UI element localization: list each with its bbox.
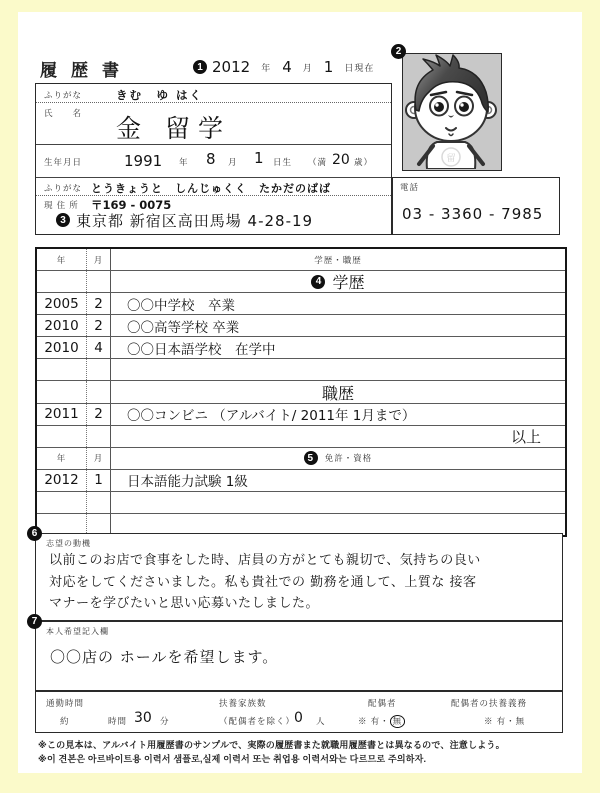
- content-cell: [111, 359, 565, 380]
- month-cell: [87, 381, 111, 402]
- wishes-box: [35, 621, 563, 691]
- cell-text: 学歴: [332, 273, 365, 293]
- dependents-sub-label: （配偶者を除く）: [219, 716, 296, 726]
- month-cell: [87, 359, 111, 380]
- name-label: 氏 名: [44, 108, 83, 118]
- content-cell: [111, 337, 565, 358]
- table-row: [37, 492, 565, 514]
- month-cell: 2: [87, 404, 111, 425]
- month-cell: 1: [87, 470, 111, 491]
- cell-text: 以上: [510, 427, 541, 446]
- address-furigana-row: [36, 177, 391, 196]
- cartoon-portrait: [403, 54, 500, 169]
- month-cell: 2: [87, 293, 111, 314]
- cell-text: 〇〇日本語学校 在学中: [127, 341, 276, 358]
- postal-code-value: 〒169 - 0075: [91, 198, 172, 212]
- commute-label: 通勤時間: [46, 698, 85, 708]
- bottom-info-box: [35, 691, 563, 733]
- table-row: [37, 249, 565, 271]
- year-cell: 2010: [37, 315, 87, 336]
- motivation-text: [49, 550, 552, 615]
- content-cell: [111, 404, 565, 425]
- current-date-label: 日現在: [344, 62, 375, 73]
- address-row: [36, 196, 391, 234]
- wishes-value: 〇〇店の ホールを希望します。: [50, 648, 279, 666]
- date-month-value: 4: [282, 58, 292, 76]
- content-cell: [111, 492, 565, 513]
- table-row: [37, 271, 565, 293]
- table-row: [37, 514, 565, 535]
- svg-text:留: 留: [446, 154, 456, 164]
- content-cell: [111, 271, 565, 292]
- commute-minutes-value: 30: [134, 710, 152, 726]
- step-badge-4: 4: [311, 275, 325, 289]
- dependents-value: 0: [294, 710, 303, 726]
- content-cell: [111, 426, 565, 447]
- name-value: 金 留学: [116, 114, 231, 143]
- age-value: 20: [332, 152, 350, 168]
- step-badge-2: 2: [391, 44, 406, 59]
- date-line: [193, 58, 374, 76]
- date-day-value: 1: [323, 58, 334, 76]
- month-cell: [87, 514, 111, 535]
- year-cell: 2010: [37, 337, 87, 358]
- birth-month-label: 月: [228, 157, 238, 167]
- page-title: 履歴書: [40, 61, 133, 80]
- commute-min-label: 分: [160, 716, 170, 726]
- address-furigana-value: とうきょうと しんじゅくく たかだのばば: [91, 182, 331, 195]
- table-row: [37, 470, 565, 492]
- content-cell: [111, 293, 565, 314]
- step-badge-5: 5: [304, 451, 318, 465]
- commute-approx-label: 約: [60, 716, 70, 726]
- table-row: [37, 448, 565, 470]
- content-cell: [111, 381, 565, 402]
- birth-day-label: 日生: [273, 157, 293, 167]
- motivation-box: [35, 533, 563, 621]
- birth-month-value: 8: [206, 150, 216, 168]
- wishes-label: 本人希望記入欄: [46, 627, 109, 636]
- year-cell: [37, 381, 87, 402]
- furigana-row: [36, 84, 391, 103]
- content-cell: [111, 514, 565, 535]
- cell-text: 〇〇高等学校 卒業: [127, 319, 240, 336]
- motivation-line: 以前このお店で食事をした時、店員の方がとても親切で、気持ちの良い: [49, 553, 481, 568]
- history-table: [35, 247, 567, 537]
- month-cell: 月: [87, 448, 111, 469]
- step-badge-1: 1: [193, 60, 207, 74]
- birthdate-row: [36, 145, 391, 177]
- table-row: [37, 426, 565, 448]
- dependents-suffix-label: 人: [316, 716, 326, 726]
- content-cell: [111, 249, 565, 270]
- cell-text: 〇〇中学校 卒業: [127, 297, 235, 314]
- birth-year-value: 1991: [124, 152, 163, 170]
- step-badge-3: 3: [56, 213, 70, 227]
- birth-year-label: 年: [179, 157, 189, 167]
- age-close-label: 歳）: [354, 157, 374, 167]
- table-row: [37, 337, 565, 359]
- year-cell: 2012: [37, 470, 87, 491]
- address-value: 東京都 新宿区高田馬場 4-28-19: [76, 212, 314, 230]
- phone-box: [392, 177, 560, 235]
- year-cell: [37, 271, 87, 292]
- age-open-label: （満: [308, 157, 328, 167]
- year-cell: [37, 514, 87, 535]
- phone-label: 電話: [400, 182, 420, 192]
- cell-text: 〇〇コンビニ （アルバイト/ 2011年 1月まで）: [127, 408, 416, 425]
- spouse-prefix: ※ 有・: [358, 716, 390, 726]
- motivation-line: 対応をしてくださいました。私も貴社での 勤務を通して、上質な 接客: [49, 574, 477, 590]
- year-cell: [37, 359, 87, 380]
- name-row: [36, 103, 391, 145]
- cell-text: 職歴: [321, 383, 354, 403]
- month-cell: [87, 271, 111, 292]
- commute-hours-label: 時間: [108, 716, 128, 726]
- year-label: 年: [261, 62, 272, 73]
- month-cell: 月: [87, 249, 111, 270]
- birth-day-value: 1: [254, 149, 264, 167]
- table-row: [37, 404, 565, 426]
- phone-value: 03 - 3360 - 7985: [402, 205, 544, 223]
- table-row: [37, 381, 565, 403]
- birthdate-label: 生年月日: [44, 157, 83, 167]
- month-label: 月: [302, 62, 313, 73]
- address-label: 現 住 所: [44, 200, 79, 210]
- month-cell: [87, 426, 111, 447]
- content-cell: [111, 448, 565, 469]
- spouse-label: 配偶者: [368, 698, 397, 708]
- id-photo: [402, 53, 502, 171]
- table-row: [37, 315, 565, 337]
- step-badge-6: 6: [27, 526, 42, 541]
- year-cell: [37, 426, 87, 447]
- motivation-line: マナーを学びたいと思い応募いたしました。: [49, 596, 320, 611]
- footer-note-japanese: ※この見本は、アルバイト用履歴書のサンプルで、実際の履歴書また就職用履歴書とは異なるので、注意しよう。: [38, 740, 505, 750]
- motivation-label: 志望の動機: [46, 539, 91, 548]
- cell-text: 学歴・職歴: [314, 254, 362, 265]
- spouse-circled-answer: 無: [390, 715, 406, 728]
- date-year-value: 2012: [212, 58, 251, 76]
- spouse-support-value: ※ 有・無: [484, 716, 526, 726]
- month-cell: 2: [87, 315, 111, 336]
- content-cell: [111, 470, 565, 491]
- year-cell: 年: [37, 249, 87, 270]
- cell-text: 免許・資格: [324, 453, 373, 464]
- name-furigana-value: きむ ゆ はく: [116, 88, 204, 102]
- step-badge-7: 7: [27, 614, 42, 629]
- year-cell: 2005: [37, 293, 87, 314]
- dependents-label: 扶養家族数: [219, 698, 267, 708]
- address-furigana-label: ふりがな: [44, 183, 83, 193]
- cell-text: 日本語能力試験 1級: [127, 474, 248, 491]
- identity-box: [35, 83, 392, 235]
- year-cell: [37, 492, 87, 513]
- spouse-support-label: 配偶者の扶養義務: [451, 698, 528, 708]
- year-cell: 年: [37, 448, 87, 469]
- table-row: [37, 293, 565, 315]
- year-cell: 2011: [37, 404, 87, 425]
- footer-note-korean: ※이 견본은 아르바이트용 이력서 샘플로,실제 이력서 또는 취업용 이력서와는 다르므로 주의하자.: [38, 754, 427, 764]
- month-cell: 4: [87, 337, 111, 358]
- content-cell: [111, 315, 565, 336]
- month-cell: [87, 492, 111, 513]
- spouse-value: [358, 715, 405, 728]
- table-row: [37, 359, 565, 381]
- furigana-label: ふりがな: [44, 90, 83, 100]
